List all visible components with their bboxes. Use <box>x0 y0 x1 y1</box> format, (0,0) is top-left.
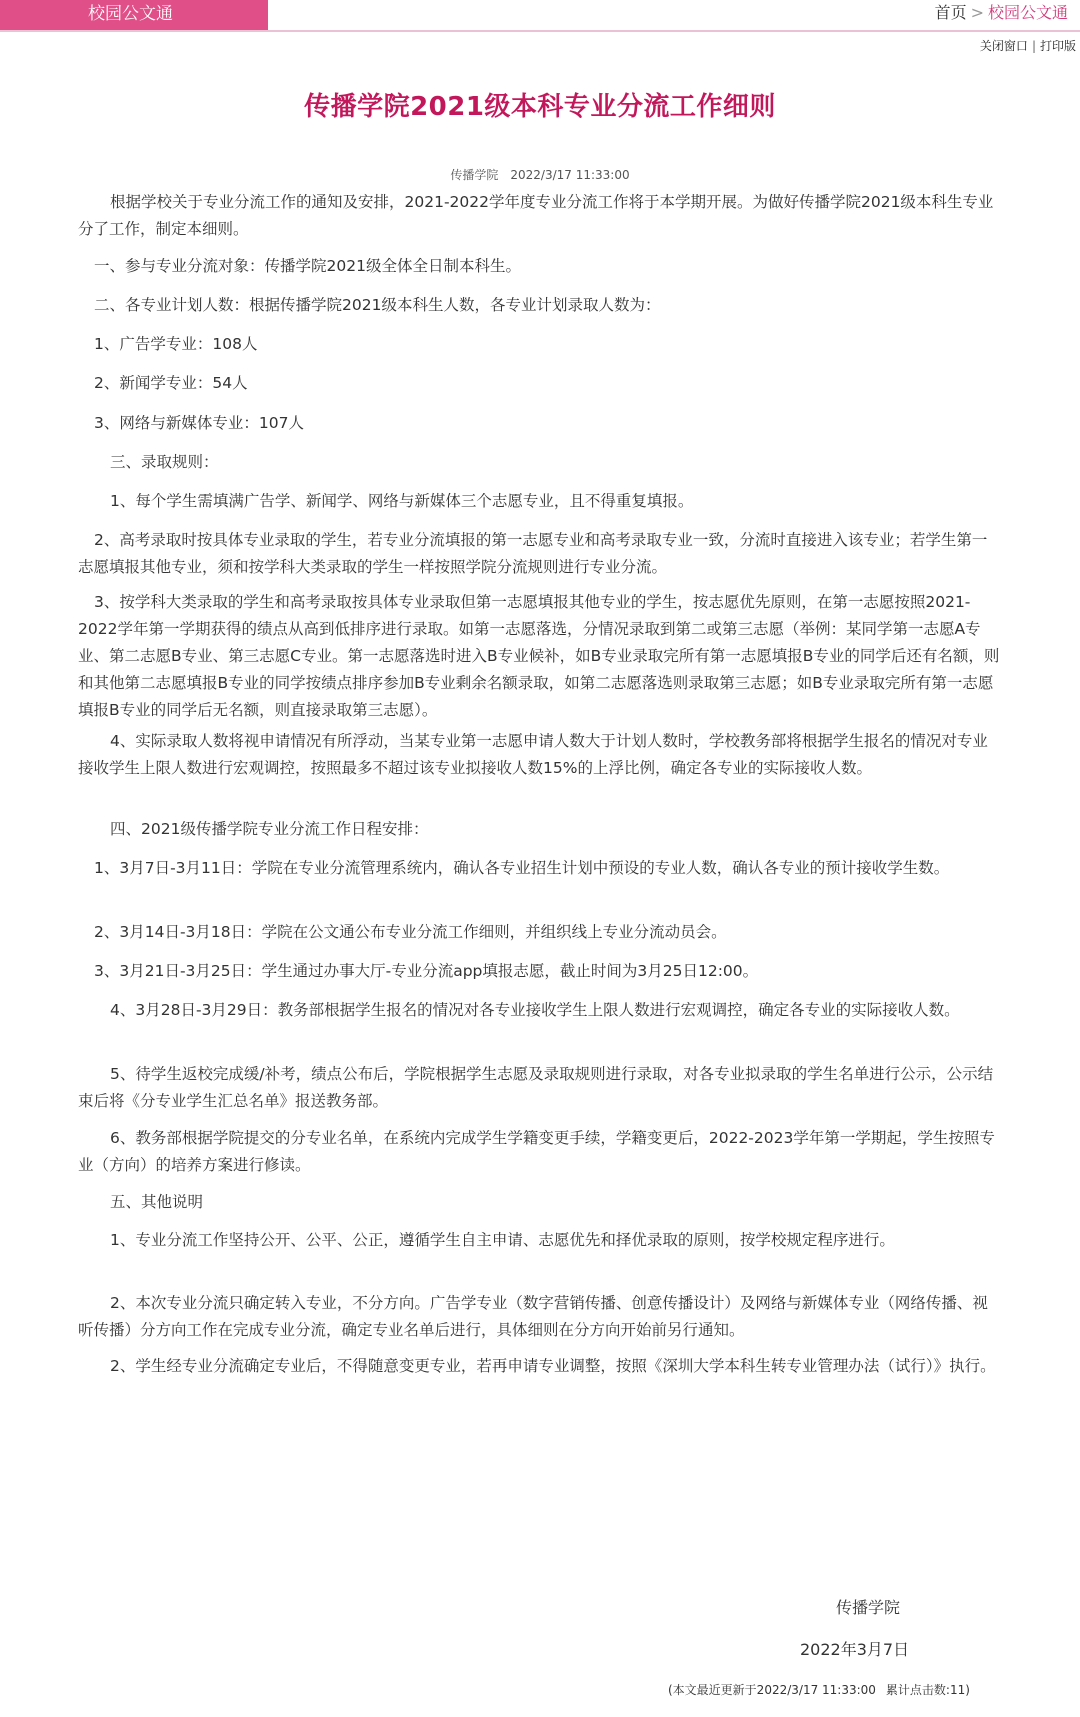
article-paragraph: 四、2021级传播学院专业分流工作日程安排： <box>110 820 429 838</box>
article-toolbar <box>980 37 1076 54</box>
breadcrumb-current[interactable]: 校园公文通 <box>987 3 1068 22</box>
breadcrumb-separator: > <box>970 3 984 22</box>
click-count: 累计点击数:11) <box>885 1683 970 1697</box>
article-paragraph: 2、新闻学专业：54人 <box>94 374 248 392</box>
article-paragraph: 4、3月28日-3月29日：教务部根据学生报名的情况对各专业接收学生上限人数进行宏观调控，确定各专业的实际接收人数。 <box>110 1001 960 1019</box>
article-paragraph: 1、每个学生需填满广告学、新闻学、网络与新媒体三个志愿专业，且不得重复填报。 <box>110 492 694 510</box>
article-title: 传播学院2021级本科专业分流工作细则 <box>304 92 776 122</box>
article-department: 传播学院 <box>450 168 499 182</box>
article-paragraph: 2、本次专业分流只确定转入专业，不分方向。广告学专业（数字营销传播、创意传播设计）及网络与新媒体专业（网络传播、视听传播）分方向工作在完成专业分流，确定专业名单后进行，具体细则在分方向开始前另行通知。 <box>78 1294 988 1339</box>
article-paragraph: 根据学校关于专业分流工作的通知及安排，2021-2022学年度专业分流工作将于本学期开展。为做好传播学院2021级本科生专业分了工作，制定本细则。 <box>78 193 994 238</box>
print-version-link[interactable]: 打印版 <box>1039 39 1076 53</box>
article-paragraph: 1、广告学专业：108人 <box>94 335 258 353</box>
article-paragraph: 一、参与专业分流对象：传播学院2021级全体全日制本科生。 <box>94 257 521 275</box>
article-datetime: 2022/3/17 11:33:00 <box>510 168 630 182</box>
close-window-link[interactable]: 关闭窗口 <box>979 39 1028 53</box>
article-paragraph: 2、3月14日-3月18日：学院在公文通公布专业分流工作细则，并组织线上专业分流动员会。 <box>94 923 727 941</box>
update-footnote <box>668 1681 970 1698</box>
signature-org: 传播学院 <box>836 1598 901 1617</box>
signature-date: 2022年3月7日 <box>800 1640 910 1659</box>
article-paragraph: 4、实际录取人数将视申请情况有所浮动，当某专业第一志愿申请人数大于计划人数时，学校教务部将根据学生报名的情况对专业接收学生上限人数进行宏观调控，按照最多不超过该专业拟接收人数15%的上浮比例，确定各专业的实际接收人数。 <box>78 732 988 777</box>
last-updated: (本文最近更新于2022/3/17 11:33:00 <box>668 1683 876 1697</box>
site-brand-label: 校园公文通 <box>88 4 173 24</box>
article-paragraph: 6、教务部根据学院提交的分专业名单，在系统内完成学生学籍变更手续，学籍变更后，2022-2023学年第一学期起，学生按照专业（方向）的培养方案进行修读。 <box>78 1129 995 1174</box>
top-bar <box>0 0 1080 32</box>
site-brand[interactable] <box>0 0 268 30</box>
article-paragraph: 2、高考录取时按具体专业录取的学生，若专业分流填报的第一志愿专业和高考录取专业一致，分流时直接进入该专业；若学生第一志愿填报其他专业，须和按学科大类录取的学生一样按照学院分流规则进行专业分流。 <box>78 531 988 576</box>
article-paragraph: 5、待学生返校完成缓/补考，绩点公布后，学院根据学生志愿及录取规则进行录取，对各专业拟录取的学生名单进行公示，公示结束后将《分专业学生汇总名单》报送教务部。 <box>78 1065 994 1110</box>
article-paragraph: 3、网络与新媒体专业：107人 <box>94 414 304 432</box>
article-paragraph: 1、3月7日-3月11日：学院在专业分流管理系统内，确认各专业招生计划中预设的专业人数，确认各专业的预计接收学生数。 <box>94 859 950 877</box>
breadcrumb <box>935 0 1068 30</box>
article-paragraph: 1、专业分流工作坚持公开、公平、公正，遵循学生自主申请、志愿优先和择优录取的原则，按学校规定程序进行。 <box>110 1231 895 1249</box>
article-paragraph: 2、学生经专业分流确定专业后，不得随意变更专业，若再申请专业调整，按照《深圳大学本科生转专业管理办法（试行）》执行。 <box>110 1357 996 1375</box>
toolbar-divider: | <box>1031 39 1036 53</box>
breadcrumb-home[interactable]: 首页 <box>934 3 967 22</box>
article-paragraph: 3、3月21日-3月25日：学生通过办事大厅-专业分流app填报志愿，截止时间为3月25日12:00。 <box>94 962 759 980</box>
article-paragraph: 3、按学科大类录取的学生和高考录取按具体专业录取但第一志愿填报其他专业的学生，按志愿优先原则，在第一志愿按照2021-2022学年第一学期获得的绩点从高到低排序进行录取。如第一志愿落选，分情况录取到第二或第三志愿（举例：某同学第一志愿A专业、第二志愿B专业、第三志愿C专业。第一志愿落选时进入B专业候补，如B专业录取完所有第一志愿填报B专业的同学后还有名额，则和其他第二志愿填报B专业的同学按绩点排序参加B专业剩余名额录取，如第二志愿落选则录取第三志愿；如B专业录取完所有第一志愿填报B专业的同学后无名额，则直接录取第三志愿）。 <box>78 593 1000 719</box>
article-paragraph: 五、其他说明 <box>110 1193 204 1211</box>
article-paragraph: 二、各专业计划人数：根据传播学院2021级本科生人数，各专业计划录取人数为： <box>94 296 661 314</box>
article-meta <box>0 166 1080 183</box>
article-paragraph: 三、录取规则： <box>110 453 219 471</box>
